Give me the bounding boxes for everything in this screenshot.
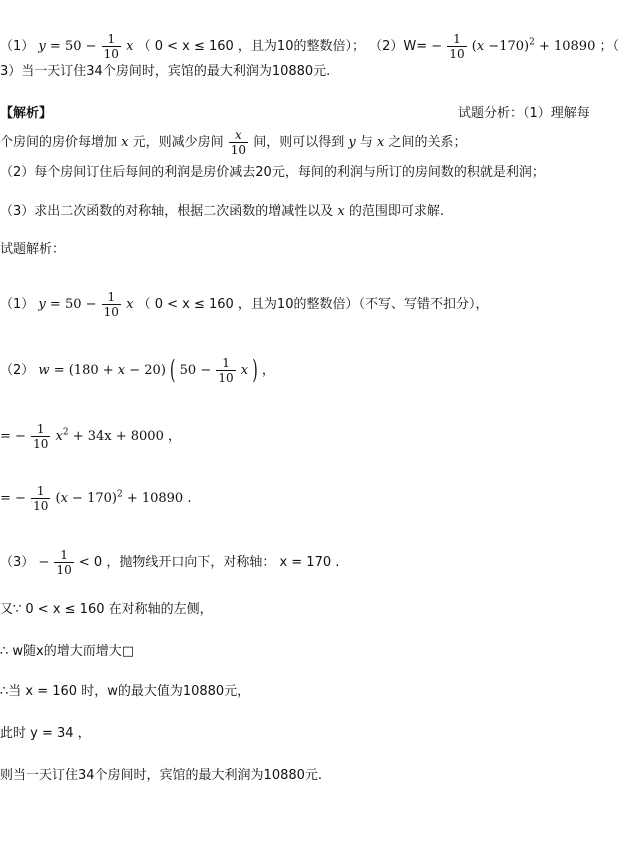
solution-step-8: ∴当 x = 160 时，w的最大值为10880元， (0, 684, 251, 699)
analysis-line-2: 个房间的房价每增加 x 元，则减少房间 $\frac{x}{10}$ 间，则可以得到 y 与 x 之间的关系； (0, 128, 467, 157)
solution-step-3: = − $\frac{1}{10}$ $x^2 + 34x + 8000$ ， (0, 422, 181, 451)
answer-part1-label: （1） (0, 39, 35, 54)
analysis-line-4: （3）求出二次函数的对称轴，根据二次函数的增减性以及 x 的范围即可求解. (0, 204, 445, 219)
solution-step-7: ∴ w随x的增大而增大□ (0, 644, 135, 659)
fraction: $\frac{1}{10}$ (218, 356, 234, 385)
answer-part2-label: （2）W= (369, 39, 428, 54)
fraction: $\frac{1}{10}$ (103, 32, 119, 61)
solution-step-1: （1） y = 50 − $\frac{1}{10}$ x （ 0 < x ≤ 160 ，且为10的整数倍）（不写、写错不扣分）， (0, 290, 489, 319)
solution-step-9: 此时 y = 34 ， (0, 726, 91, 741)
fraction: $\frac{x}{10}$ (230, 128, 247, 157)
solution-step-2: （2） w = (180 + x − 20) ( 50 − $\frac{1}{10}$ x ) ， (0, 355, 275, 386)
answer-line-2 (0, 62, 330, 82)
answer-line-1: （1） y = 50 − $\frac{1}{10}$ x （ 0 < x ≤ 160 ，且为10的整数倍）； （2）W= − $\frac{1}{10}$ $(x -170)^2 + 10890$ ；（ (0, 32, 619, 61)
solution-conclusion: 则当一天订住34个房间时，宾馆的最大利润为10880元. (0, 768, 323, 783)
analysis-heading: 【解析】 (0, 106, 53, 121)
solution-step-5: （3） − $\frac{1}{10}$ < 0 ，抛物线开口向下，对称轴： x = 170 . (0, 548, 340, 577)
fraction: $\frac{1}{10}$ (103, 290, 119, 319)
answer-part3: 3）当一天订住34个房间时，宾馆的最大利润为10880元. (0, 64, 331, 79)
fraction: $\frac{1}{10}$ (449, 32, 465, 61)
answer-part1-condition: （ 0 < x ≤ 160 ，且为10的整数倍）； (137, 39, 365, 54)
analysis-intro: 试题分析：（1）理解每 (458, 106, 590, 121)
analysis-heading-line (0, 104, 52, 124)
fraction: $\frac{1}{10}$ (56, 548, 72, 577)
solution-step-4: = − $\frac{1}{10}$ $(x - 170)^2 + 10890$ . (0, 484, 192, 513)
fraction: $\frac{1}{10}$ (33, 422, 49, 451)
answer-part2-tail: + 10890 ；（ (538, 39, 619, 54)
fraction: $\frac{1}{10}$ (33, 484, 49, 513)
solution-heading: 试题解析： (0, 242, 66, 257)
analysis-line-3: （2）每个房间订住后每间的利润是房价减去20元，每间的利润与所订的房间数的积就是利润； (0, 165, 545, 180)
answer-formula-y: y (38, 39, 46, 54)
solution-step-6: 又∵ 0 < x ≤ 160 在对称轴的左侧， (0, 602, 213, 617)
